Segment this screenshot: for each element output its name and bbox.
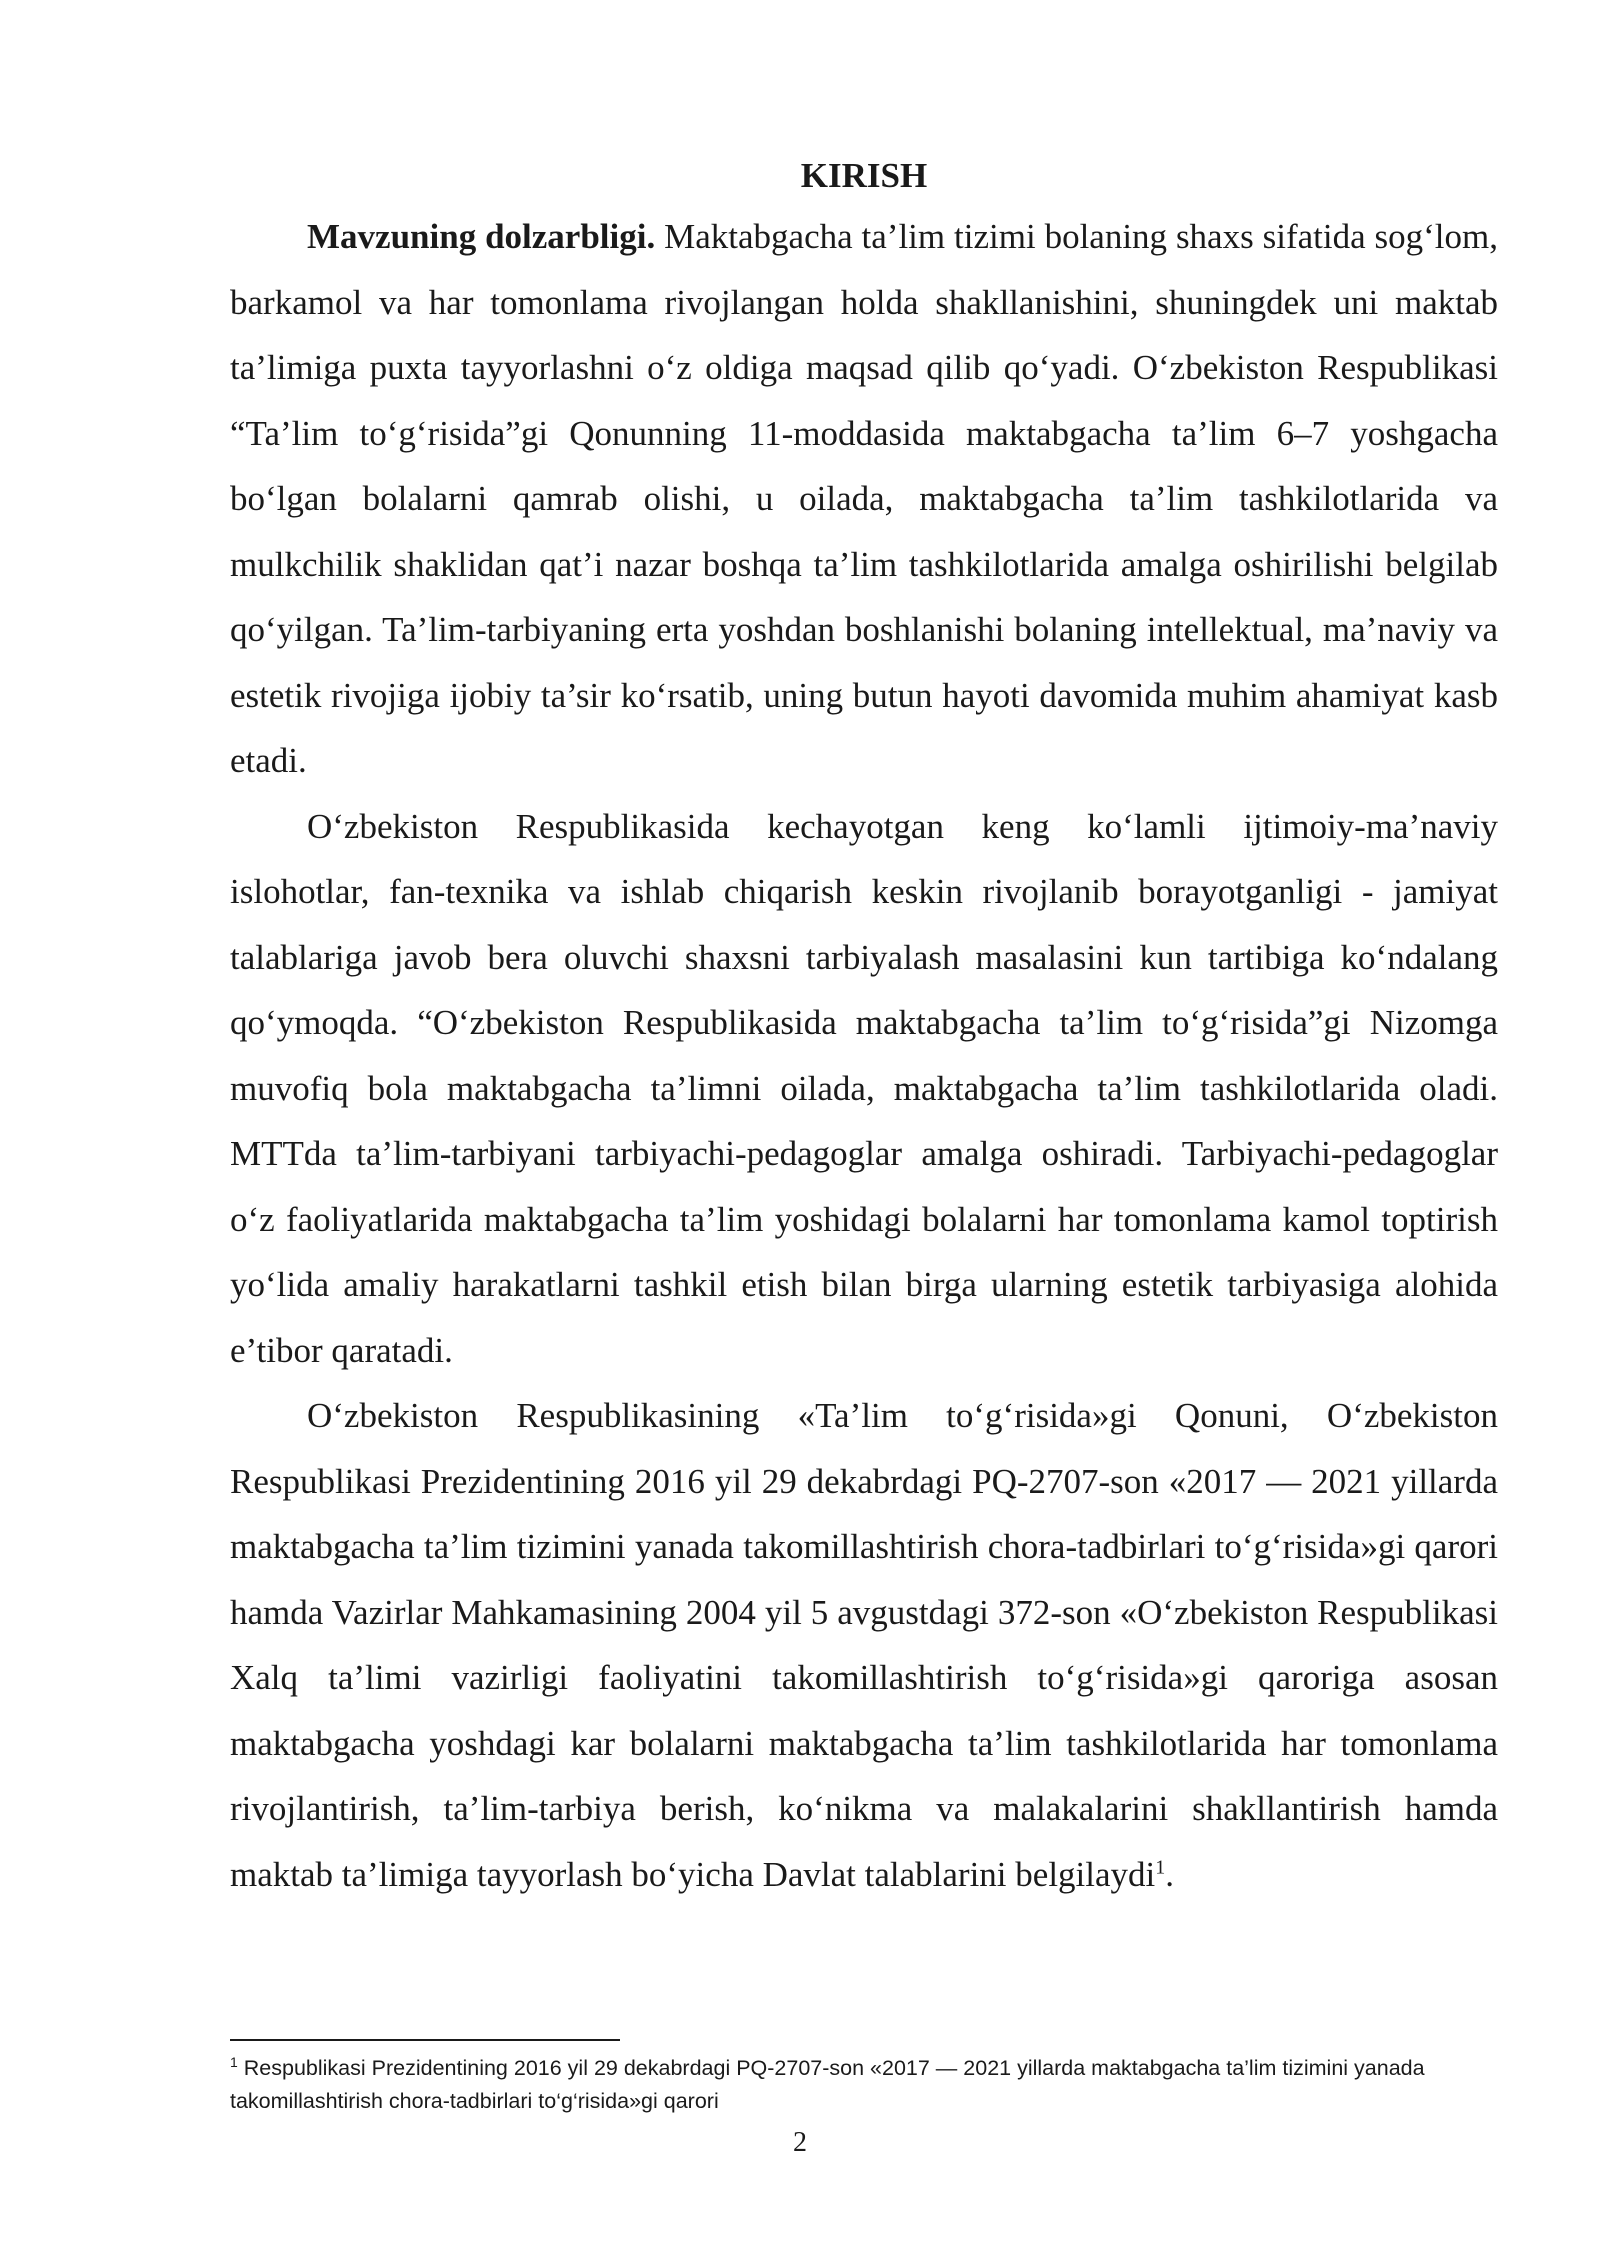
paragraph-1-text: Maktabgacha ta’lim tizimi bolaning shaxs sifatida sog‘lom, barkamol va har tomonlama rivojlangan holda shakllanishini, shuningdek uni maktab ta’limiga puxta tayyorlashni o‘z oldiga maqsad qilib qo‘yadi. O‘zbekiston Respublikasi “Ta’lim to‘g‘risida”gi Qonunning 11-moddasida maktabgacha ta’lim 6–7 yoshgacha bo‘lgan bolalarni qamrab olishi, u oilada, maktabgacha ta’lim tashkilotlarida va mulkchilik shaklidan qat’i nazar boshqa ta’lim tashkilotlarida amalga oshirilishi belgilab qo‘yilgan. Ta’lim-tarbiyaning erta yoshdan boshlanishi bolaning intellektual, ma’naviy va estetik rivojiga ijobiy ta’sir ko‘rsatib, uning butun hayoti davomida muhim ahamiyat kasb etadi.	[230, 217, 1498, 780]
body-text	[230, 148, 1498, 1907]
page-number: 2	[793, 2127, 807, 2158]
paragraph-lead: Mavzuning dolzarbligi.	[307, 217, 656, 256]
footnote-separator	[230, 2039, 620, 2041]
footnote	[230, 2052, 1498, 2118]
section-heading: KIRISH	[800, 156, 928, 195]
paragraph-3	[230, 1383, 1498, 1907]
footnote-marker: 1	[230, 2053, 238, 2070]
paragraph-2: O‘zbekiston Respublikasida kechayotgan keng ko‘lamli ijtimoiy-ma’naviy islohotlar, fan-texnika va ishlab chiqarish keskin rivojlanib borayotganligi - jamiyat talablariga javob bera oluvchi shaxsni tarbiyalash masalasini kun tartibiga ko‘ndalang qo‘ymoqda. “O‘zbekiston Respublikasida maktabgacha ta’lim to‘g‘risida”gi Nizomga muvofiq bola maktabgacha ta’limni oilada, maktabgacha ta’lim tashkilotlarida oladi. MTTda ta’lim-tarbiyani tarbiyachi-pedagoglar amalga oshiradi. Tarbiyachi-pedagoglar o‘z faoliyatlarida maktabgacha ta’lim yoshidagi bolalarni har tomonlama kamol toptirish yo‘lida amaliy harakatlarni tashkil etish bilan birga ularning estetik tarbiyasiga alohida e’tibor qaratadi.	[230, 806, 1498, 1370]
paragraph-3-end: .	[1165, 1854, 1174, 1894]
footnote-text: Respublikasi Prezidentining 2016 yil 29 dekabrdagi PQ-2707-son «2017 — 2021 yillarda maktabgacha ta’lim tizimini yanada takomillashtirish chora-tadbirlari to‘g‘risida»gi qarori	[230, 2056, 1425, 2113]
paragraph-1	[230, 204, 1498, 794]
footnote-reference[interactable]: 1	[1155, 1855, 1166, 1878]
paragraph-3-text: O‘zbekiston Respublikasining «Ta’lim to‘g‘risida»gi Qonuni, O‘zbekiston Respublikasi Prezidentining 2016 yil 29 dekabrdagi PQ-2707-son «2017 — 2021 yillarda maktabgacha ta’lim tizimini yanada takomillashtirish chora-tadbirlari to‘g‘risida»gi qarori hamda Vazirlar Mahkamasining 2004 yil 5 avgustdagi 372-son «O‘zbekiston Respublikasi Xalq ta’limi vazirligi faoliyatini takomillashtirish to‘g‘risida»gi qaroriga asosan maktabgacha yoshdagi kar bolalarni maktabgacha ta’lim tashkilotlarida har tomonlama rivojlantirish, ta’lim-tarbiya berish, ko‘nikma va malakalarini shakllantirish hamda maktab ta’limiga tayyorlash bo‘yicha Davlat talablarini belgilaydi	[230, 1396, 1498, 1894]
